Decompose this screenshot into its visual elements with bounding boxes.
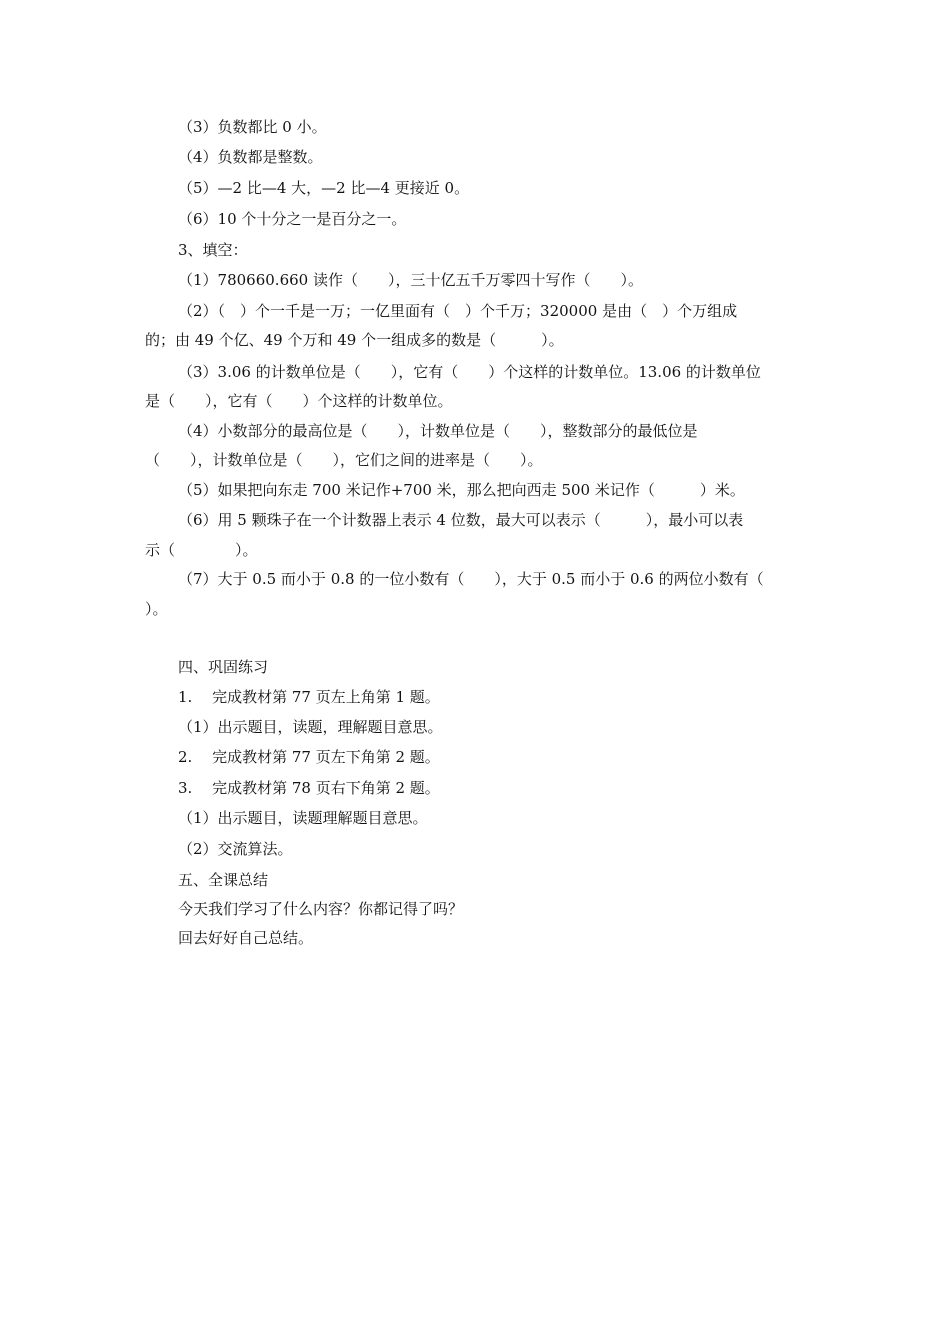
section4-heading: 四、巩固练习 [178, 658, 269, 676]
judge-item-4: （4）负数都是整数。 [178, 148, 323, 166]
section4-item: （1）出示题目，读题理解题目意思。 [178, 809, 428, 827]
judge-item-5: （5）—2 比—4 大，—2 比—4 更接近 0。 [178, 179, 470, 197]
fill-question-1: （1）780660.660 读作（ ），三十亿五千万零四十写作（ ）。 [178, 271, 643, 289]
fill-question-3-line1: （3）3.06 的计数单位是（ ），它有（ ）个这样的计数单位。13.06 的计数单位 [178, 363, 761, 381]
fill-question-7-line2: ）。 [145, 600, 168, 618]
fill-question-5: （5）如果把向东走 700 米记作+700 米，那么把向西走 500 米记作（ ）米。 [178, 481, 745, 499]
fill-question-2-line1: （2）（ ）个一千是一万；一亿里面有（ ）个千万；320000 是由（ ）个万组成 [178, 302, 738, 320]
fill-question-2-line2: 的；由 49 个亿、49 个万和 49 个一组成多的数是（ ）。 [145, 331, 564, 349]
fill-question-6-line1: （6）用 5 颗珠子在一个计数器上表示 4 位数，最大可以表示（ ），最小可以表 [178, 511, 744, 529]
section4-item: （2）交流算法。 [178, 840, 293, 858]
fill-heading: 3、填空： [178, 241, 248, 259]
judge-item-3: （3）负数都比 0 小。 [178, 118, 327, 136]
fill-question-4-line1: （4）小数部分的最高位是（ ），计数单位是（ ），整数部分的最低位是 [178, 422, 698, 440]
section5-line: 今天我们学习了什么内容？你都记得了吗？ [178, 900, 464, 918]
fill-question-6-line2: 示（ ）。 [145, 541, 258, 559]
section4-item: 3. 完成教材第 78 页右下角第 2 题。 [178, 779, 440, 797]
fill-question-7-line1: （7）大于 0.5 而小于 0.8 的一位小数有（ ），大于 0.5 而小于 0.6 的两位小数有（ [178, 570, 764, 588]
section4-item: 2. 完成教材第 77 页左下角第 2 题。 [178, 748, 440, 766]
fill-question-3-line2: 是（ ），它有（ ）个这样的计数单位。 [145, 392, 453, 410]
section4-item: （1）出示题目，读题，理解题目意思。 [178, 718, 443, 736]
section4-item: 1. 完成教材第 77 页左上角第 1 题。 [178, 688, 440, 706]
judge-item-6: （6）10 个十分之一是百分之一。 [178, 210, 407, 228]
section5-heading: 五、全课总结 [178, 871, 269, 889]
section5-line: 回去好好自己总结。 [178, 929, 314, 947]
fill-question-4-line2: （ ），计数单位是（ ），它们之间的进率是（ ）。 [145, 451, 543, 469]
